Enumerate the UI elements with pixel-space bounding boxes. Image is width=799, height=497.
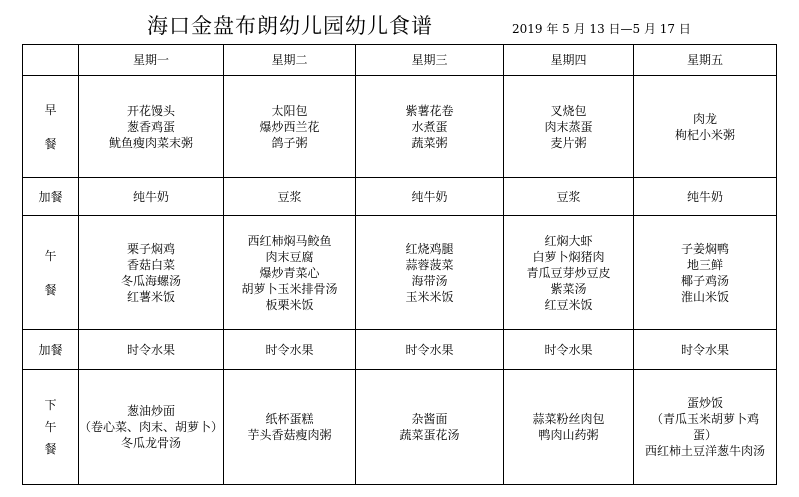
dish-item: 蒜蓉菠菜 <box>405 257 454 272</box>
dish-item: 香菇白菜 <box>127 257 176 272</box>
dish-item: 冬瓜海螺汤 <box>121 273 182 288</box>
menu-cell <box>224 216 356 330</box>
meal-label <box>23 178 79 216</box>
menu-cell <box>504 216 634 330</box>
dish-item: 豆浆 <box>556 189 581 204</box>
dish-item: 紫菜汤 <box>550 281 587 296</box>
dish-item: 肉末豆腐 <box>265 249 314 264</box>
dish-item: 水煮蛋 <box>411 119 448 134</box>
meal-label-text: 早餐 <box>44 102 57 151</box>
dish-item: 肉龙 <box>693 111 718 126</box>
dish-item: 蛋炒饭 <box>687 396 724 410</box>
dish-item: 白萝卜焖猪肉 <box>532 249 605 264</box>
dish-item: 时令水果 <box>405 342 454 357</box>
dish-item: 西红柿土豆洋葱牛肉汤 <box>645 444 766 458</box>
meal-label <box>23 76 79 178</box>
menu-cell <box>504 76 634 178</box>
menu-cell <box>504 330 634 370</box>
menu-cell <box>504 178 634 216</box>
dish-item: 冬瓜龙骨汤 <box>121 436 182 450</box>
meal-label-text: 加餐 <box>38 342 63 357</box>
meal-row <box>23 178 777 216</box>
meal-row <box>23 76 777 178</box>
dish-item: 玉米米饭 <box>405 289 454 304</box>
menu-cell <box>79 330 224 370</box>
dish-item: 海带汤 <box>411 273 448 288</box>
menu-cell <box>356 216 504 330</box>
dish-item: 纸杯蛋糕 <box>265 412 314 426</box>
menu-table <box>22 44 777 485</box>
day-header: 星期五 <box>634 45 777 76</box>
menu-cell <box>224 330 356 370</box>
dish-item: 板栗米饭 <box>265 297 314 312</box>
menu-cell <box>79 76 224 178</box>
dish-item: 芋头香菇瘦肉粥 <box>247 428 332 442</box>
dish-item: 杂酱面 <box>411 412 448 426</box>
dish-item: 子姜焖鸭 <box>681 241 730 256</box>
menu-cell <box>79 178 224 216</box>
date-range: 2019 年 5 月 13 日—5 月 17 日 <box>512 22 691 36</box>
menu-cell <box>356 76 504 178</box>
page-title: 海口金盘布朗幼儿园幼儿食谱 <box>147 14 433 38</box>
dish-item: 蔬菜粥 <box>411 135 448 150</box>
day-header: 星期二 <box>224 45 356 76</box>
dish-item: 红薯米饭 <box>127 289 176 304</box>
day-header: 星期一 <box>79 45 224 76</box>
dish-item: 爆炒西兰花 <box>259 119 320 134</box>
dish-item: 蒜菜粉丝肉包 <box>532 412 605 426</box>
dish-item: （青瓜玉米胡萝卜鸡 <box>651 412 760 426</box>
day-header: 星期三 <box>356 45 504 76</box>
menu-cell <box>224 76 356 178</box>
meal-label <box>23 216 79 330</box>
menu-cell <box>504 370 634 485</box>
dish-item: 麦片粥 <box>550 135 587 150</box>
dish-item: 叉烧包 <box>550 103 587 118</box>
menu-cell <box>356 330 504 370</box>
dish-item: 鱿鱼瘦肉菜末粥 <box>109 135 194 150</box>
dish-item: 红焖大虾 <box>544 233 593 248</box>
meal-label <box>23 370 79 485</box>
dish-item: 爆炒青菜心 <box>259 265 320 280</box>
dish-item: 淮山米饭 <box>681 289 730 304</box>
dish-item: 红烧鸡腿 <box>405 241 454 256</box>
menu-cell <box>634 330 777 370</box>
corner-cell <box>23 45 79 76</box>
dish-item: 地三鲜 <box>687 257 724 272</box>
dish-item: 开花馒头 <box>127 103 176 118</box>
dish-item: 枸杞小米粥 <box>675 127 736 142</box>
dish-item: 红豆米饭 <box>544 297 593 312</box>
dish-item: 葱油炒面 <box>127 404 176 418</box>
dish-item: 鸭肉山药粥 <box>538 428 599 442</box>
menu-cell <box>79 370 224 485</box>
dish-item: 太阳包 <box>271 103 308 118</box>
dish-item: （卷心菜、肉末、胡萝卜） <box>79 420 224 434</box>
dish-item: 青瓜豆芽炒豆皮 <box>526 265 611 280</box>
dish-item: 时令水果 <box>127 342 176 357</box>
menu-cell <box>634 216 777 330</box>
menu-cell <box>634 370 777 485</box>
meal-row <box>23 330 777 370</box>
menu-cell <box>224 178 356 216</box>
dish-item: 栗子焖鸡 <box>127 241 176 256</box>
meal-label <box>23 330 79 370</box>
meal-label-text: 午餐 <box>44 248 57 297</box>
menu-cell <box>634 76 777 178</box>
meal-label-text: 加餐 <box>38 189 63 204</box>
dish-item: 鸽子粥 <box>271 135 308 150</box>
dish-item: 紫薯花卷 <box>405 103 454 118</box>
dish-item: 豆浆 <box>277 189 302 204</box>
meal-row <box>23 370 777 485</box>
header-row <box>23 45 777 76</box>
meal-row <box>23 216 777 330</box>
dish-item: 时令水果 <box>265 342 314 357</box>
dish-item: 椰子鸡汤 <box>681 273 730 288</box>
dish-item: 葱香鸡蛋 <box>127 119 176 134</box>
dish-item: 肉末蒸蛋 <box>544 119 593 134</box>
dish-item: 时令水果 <box>681 342 730 357</box>
menu-cell <box>634 178 777 216</box>
menu-cell <box>224 370 356 485</box>
dish-item: 胡萝卜玉米排骨汤 <box>241 281 338 296</box>
menu-cell <box>79 216 224 330</box>
dish-item: 蛋） <box>693 428 718 442</box>
menu-cell <box>356 178 504 216</box>
dish-item: 西红柿焖马鲛鱼 <box>247 233 332 248</box>
dish-item: 纯牛奶 <box>133 189 170 204</box>
dish-item: 纯牛奶 <box>411 189 448 204</box>
dish-item: 蔬菜蛋花汤 <box>399 428 460 442</box>
dish-item: 纯牛奶 <box>687 189 724 204</box>
meal-label-text: 下午餐 <box>44 398 57 456</box>
dish-item: 时令水果 <box>544 342 593 357</box>
menu-cell <box>356 370 504 485</box>
day-header: 星期四 <box>504 45 634 76</box>
